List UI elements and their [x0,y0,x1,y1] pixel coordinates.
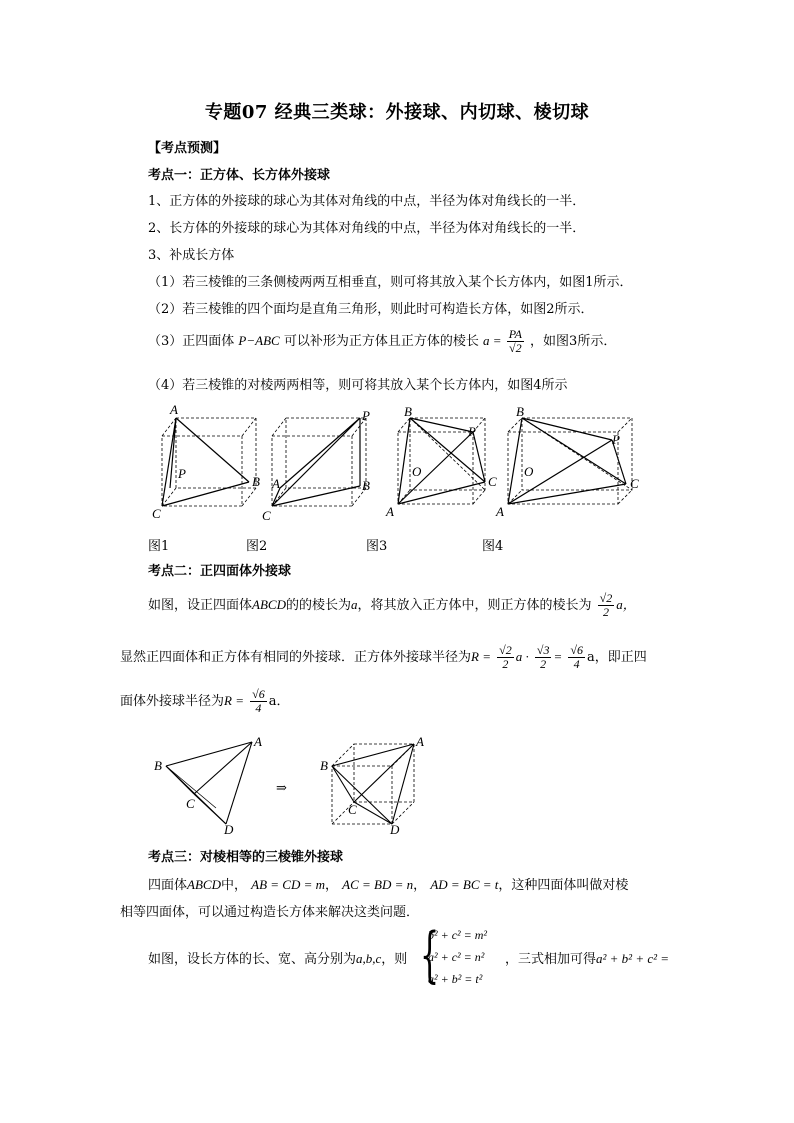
p2l2-post: a，即正四 [586,650,647,665]
p2l1-frac-den: 2 [602,605,609,619]
p3l1-pre: 四面体 [148,878,188,893]
p2l3-post: a． [268,694,290,709]
fig3-caption: 图3 [366,539,388,554]
p3l3-post: ，三式相加可得 [505,952,597,967]
fig2-label-C: C [262,508,271,523]
fig3-label-B: B [404,404,412,419]
fig3-label-A: A [386,504,394,519]
system-eq3: a² + b² = t² [428,972,483,986]
fig3-label-P: P [468,424,476,439]
p2l1-pre: 如图，设正四面体 [148,598,253,613]
p2l2-f3n: √6 [570,643,583,657]
fig1-label-B: B [252,474,260,489]
p2l2-dot: a · [515,649,529,664]
section-tag: 【考点预测】 [148,141,227,156]
fig4-label-B: B [516,404,524,419]
p2l2-pre: 显然正四面体和正方体有相同的外接球．正方体外接球半径为 [120,650,472,665]
point1-item4: （4）若三棱锥的对棱两两相等，则可将其放入某个长方体内，如图4所示 [148,378,568,393]
item3-fraction [507,328,524,355]
p2l2-f1d: 2 [502,657,509,671]
point1-item1: （1）若三棱锥的三条侧棱两两互相垂直，则可将其放入某个长方体内，如图1所示． [148,275,633,290]
fig1-label-P: P [178,466,186,481]
point1-line3: 3、补成长方体 [148,248,235,263]
fig4-label-P: P [612,432,620,447]
fig2-label-B: B [362,478,370,493]
p2l1-frac-num: √2 [599,591,613,605]
tetrahedron-in-cube-figure [320,734,424,835]
point3-line3-post [505,948,669,967]
p2-right-label-C: C [348,802,357,817]
p3l3-vars: a,b,c [356,951,382,966]
point2-line3 [120,688,289,715]
point2-line1 [148,592,636,619]
tetrahedron-figure [154,734,262,835]
p3l1-eq1: AB = CD = m [251,877,325,892]
p3l1-sep2: ， [413,878,427,893]
p3l1-mid: 中， [220,878,247,893]
fig4-label-C: C [630,476,639,491]
p3l1-eq3: AD = BC = t [430,877,499,892]
p2-left-label-A: A [254,734,262,749]
fig2-label-A: A [272,476,280,491]
point2-heading: 考点二：正四面体外接球 [148,564,292,579]
fig1-label-A: A [170,402,178,417]
fig3-label-C: C [488,474,497,489]
p2l3-R: R = [224,693,244,708]
item3-frac-den: √2 [509,341,522,355]
figure-1 [152,402,260,521]
point3-line2: 相等四面体，可以通过构造长方体来解决这类问题． [120,905,420,920]
fig4-caption: 图4 [482,539,504,554]
p2l2-f3d: 4 [573,657,580,671]
p2l3-pre: 面体外接球半径为 [120,694,225,709]
p3l1-math: ABCD [187,877,221,892]
fig2-label-P: P [362,408,370,423]
p2l3-fd: 4 [255,701,262,715]
p2l2-f1n: √2 [499,643,512,657]
fig1-caption: 图1 [148,539,170,554]
p3l1-eq2: AC = BD = n [342,877,414,892]
p3l3-then: ，则 [381,952,408,967]
fig2-caption: 图2 [246,539,268,554]
p2l1-math: ABCD [252,597,286,612]
p2-right-label-B: B [320,758,328,773]
p2l1-fraction [598,592,615,619]
p3l1-sep1: ， [325,878,339,893]
point1-item2: （2）若三棱锥的四个面均是直角三角形，则此时可构造长方体，如图2所示． [148,302,594,317]
fig4-label-O: O [524,464,534,479]
system-eq2: a² + c² = n² [428,950,485,964]
p3l3-pre: 如图，设长方体的长、宽、高分别为 [148,952,357,967]
figure-4 [495,404,639,519]
figures-1-4 [148,402,658,527]
p2-left-label-C: C [186,796,195,811]
p3l1-post: ，这种四面体叫做对棱 [498,878,629,893]
point1-line2: 2、长方体的外接球的球心为其体对角线的中点，半径为体对角线长的一半． [148,221,586,236]
p2-right-label-D: D [390,822,400,835]
system-eq1: b² + c² = m² [428,928,487,942]
item3-pre: （3）正四面体 [148,334,235,349]
p2l2-eq: = [553,649,563,664]
item3-frac-num: PA [508,327,522,341]
p2-right-label-A: A [416,734,424,749]
point1-heading: 考点一：正方体、长方体外接球 [148,168,331,183]
p3l3-end: a² + b² + c² = [596,951,670,966]
item3-math: P−ABC [238,333,280,348]
item3-a: a [483,333,490,348]
point2-line2 [120,644,647,671]
point1-line1: 1、正方体的外接球的球心为其体对角线的中点，半径为体对角线长的一半． [148,194,586,209]
p2l1-mid: 的的棱长为 [285,598,351,613]
point3-line1 [148,874,628,893]
figure-2 [262,408,370,523]
figure-3 [385,404,497,519]
p2l2-frac2 [535,644,552,671]
point3-heading: 考点三：对棱相等的三棱锥外接球 [148,850,344,865]
item3-post: ，如图3所示． [530,334,617,349]
p2l2-f2n: √3 [536,643,550,657]
p2l1-a: a [350,597,358,612]
p2l3-fn: √6 [252,687,265,701]
system-brace: { [420,920,440,990]
fig4-label-A: A [496,504,504,519]
p2-left-label-B: B [154,758,162,773]
point3-line3-pre [148,948,407,967]
p2l2-R: R = [471,649,491,664]
fig1-label-C: C [152,506,161,521]
fig3-label-O: O [412,464,422,479]
point1-item3: （3）正四面体 P−ABC 可以补形为正方体且正方体的棱长 a = $\frac{PA}{√2}$ ，如图3所示． [148,327,617,355]
arrow-icon: ⇒ [276,780,287,795]
p2l2-frac1 [497,644,514,671]
item3-mid: 可以补形为正方体且正方体的棱长 [283,334,479,349]
point2-figures [148,730,438,835]
p2-left-label-D: D [224,822,234,835]
p2l2-frac3 [568,644,585,671]
page-title: 专题07 经典三类球：外接球、内切球、棱切球 [204,102,590,123]
p2l1-post: ，将其放入正方体中，则正方体的棱长为 [357,598,592,613]
p2l1-end: a， [616,597,636,612]
p2l3-frac [250,688,267,715]
p2l2-f2d: 2 [540,657,547,671]
